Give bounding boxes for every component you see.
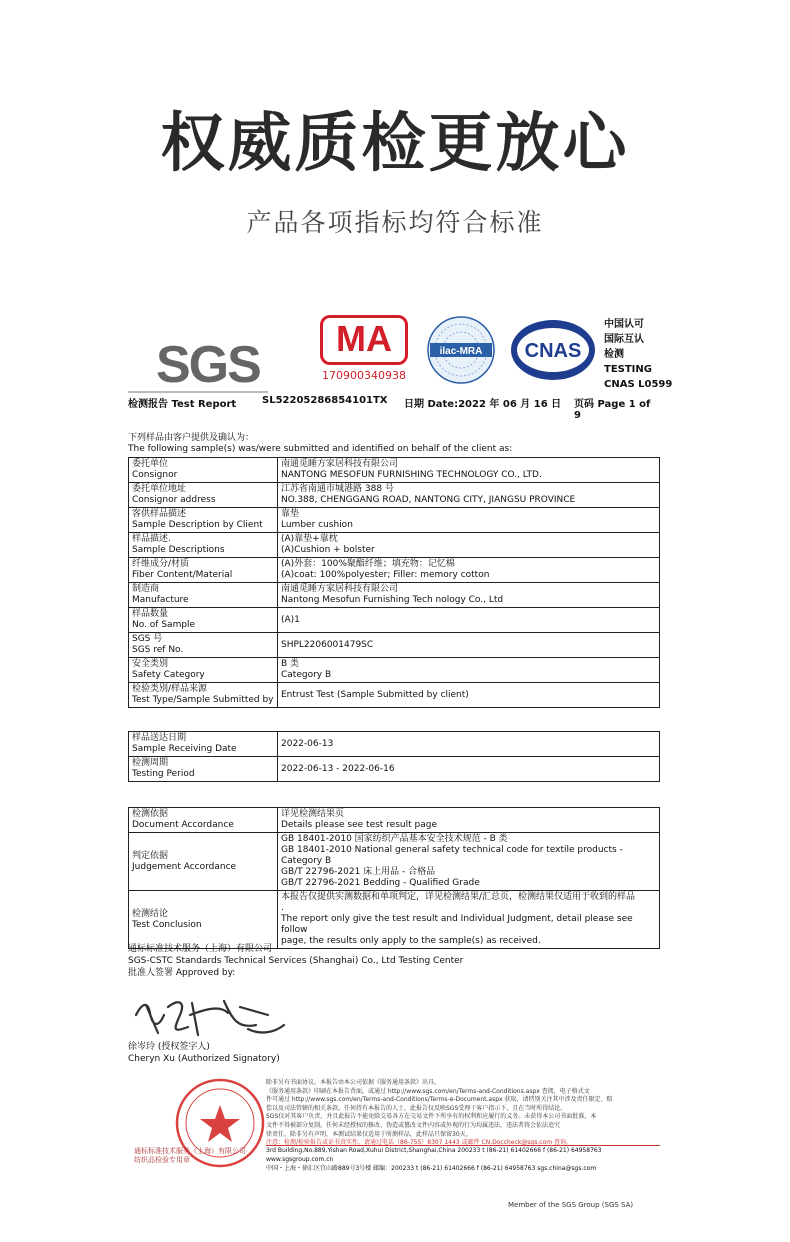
intro-cn: 下列样品由客户提供及确认为：	[128, 433, 255, 443]
cnas-side-line: 中国认可	[604, 319, 644, 330]
table-row	[129, 757, 660, 782]
accordance-table	[128, 807, 660, 949]
label-en: Sample Receiving Date	[132, 744, 237, 754]
value-line: NANTONG MESOFUN FURNISHING TECHNOLOGY CO., LTD.	[281, 470, 542, 480]
lab-address	[266, 1145, 660, 1173]
row-value	[278, 658, 660, 683]
lab-name-cn: 通标标准技术服务（上海）有限公司	[128, 944, 273, 954]
table-row	[129, 533, 660, 558]
value-line: GB 18401-2010 国家纺织产品基本安全技术规范 - B 类	[281, 834, 508, 844]
intro-en: The following sample(s) was/were submitted and identified on behalf of the client as:	[128, 444, 513, 454]
label-en: Safety Category	[132, 670, 205, 680]
ilac-logo-text: ilac-MRA	[439, 346, 483, 357]
label-cn: 客供样品描述	[132, 509, 187, 519]
sgs-logo-text: SGS	[156, 336, 260, 394]
table-row	[129, 808, 660, 833]
value-line: (A)靠垫+靠枕	[281, 534, 338, 544]
row-label	[129, 533, 278, 558]
row-value	[278, 833, 660, 891]
table-row	[129, 891, 660, 949]
value-line: 江苏省南通市城港路 388 号	[281, 484, 394, 494]
table-row	[129, 558, 660, 583]
cnas-accreditation-text	[604, 317, 674, 392]
value-line: page, the results only apply to the sample(s) as received.	[281, 936, 541, 946]
logo-row	[128, 315, 673, 395]
value-line: B 类	[281, 659, 300, 669]
signature-image	[128, 985, 288, 1043]
cnas-logo	[510, 317, 596, 383]
label-en: Testing Period	[132, 769, 195, 779]
table-row	[129, 732, 660, 757]
terms-fine-print	[266, 1079, 660, 1148]
table-row	[129, 633, 660, 658]
date-table	[128, 731, 660, 782]
fine-print-line: 《服务通用条款》印刷在本报告背面，或通过 http://www.sgs.com/en/Terms-and-Conditions.aspx 查阅，电子格式文	[266, 1087, 590, 1095]
table-row	[129, 483, 660, 508]
value-line: Details please see test result page	[281, 820, 437, 830]
label-cn: 制造商	[132, 584, 160, 594]
value-line: GB 18401-2010 National general safety technical code for textile products - Category B	[281, 845, 623, 866]
cnas-side-line: TESTING	[604, 364, 652, 375]
label-en: Fiber Content/Material	[132, 570, 233, 580]
table-row	[129, 458, 660, 483]
report-date: 日期 Date:2022 年 06 月 16 日	[404, 399, 562, 410]
row-value: 2022-06-13 - 2022-06-16	[278, 757, 660, 782]
value-line: .	[281, 903, 284, 913]
row-label	[129, 808, 278, 833]
signer-en: Cheryn Xu (Authorized Signatory)	[128, 1054, 280, 1064]
value-line: 详见检测结果页	[281, 809, 345, 819]
cnas-side-line: 国际互认	[604, 334, 644, 345]
label-en: Document Accordance	[132, 820, 234, 830]
row-value	[278, 891, 660, 949]
label-en: Consignor	[132, 470, 178, 480]
row-label	[129, 608, 278, 633]
table-row	[129, 508, 660, 533]
cma-number: 170900340938	[322, 369, 406, 382]
approved-by-label: 批准人签署 Approved by:	[128, 968, 236, 978]
sgs-member-note: Member of the SGS Group (SGS SA)	[508, 1201, 634, 1209]
row-label	[129, 683, 278, 708]
cnas-side-line: 检测	[604, 349, 624, 360]
report-label: 检测报告 Test Report	[128, 399, 237, 410]
value-line: GB/T 22796-2021 床上用品 - 合格品	[281, 867, 436, 877]
row-label	[129, 833, 278, 891]
fine-print-line: 律责任，除非另有声明，本测试结果仅适用于所测样品，此样品只保留30天。	[266, 1130, 472, 1138]
ilac-mra-logo	[426, 315, 496, 385]
report-header-row	[128, 395, 660, 421]
address-line: 3rd Building,No.889,Yishan Road,Xuhui District,Shanghai,China 200233 t (86-21) 61402666 f (86-21) 64958763 www.sgsgroup.com.cn	[266, 1147, 602, 1163]
page-title: 权威质检更放心	[160, 107, 630, 181]
row-value	[278, 558, 660, 583]
fine-print-line: 文件不得被部分复制。任何未经授权的修改、伪造或篡改文件内容或外观的行为均属违法，违法者将会依法追究	[266, 1121, 561, 1129]
label-cn: 样品送达日期	[132, 733, 187, 743]
sgs-logo	[128, 329, 268, 393]
label-cn: SGS 号	[132, 634, 163, 644]
label-en: Sample Descriptions	[132, 545, 225, 555]
row-label	[129, 583, 278, 608]
label-cn: 样品数量	[132, 609, 169, 619]
seal-caption-line: 纺织品检验专用章	[134, 1156, 190, 1164]
value-line: The report only give the test result and Individual Judgment, detail please see follow	[281, 914, 633, 935]
label-en: Consignor address	[132, 495, 216, 505]
signer-cn: 徐岑玲 (授权签字人)	[128, 1042, 210, 1052]
label-cn: 检测结论	[132, 908, 169, 919]
row-value: 2022-06-13	[278, 732, 660, 757]
fine-print-line: 除非另有书面协议，本报告由本公司依据《服务通用条款》出具，	[266, 1079, 441, 1086]
row-value	[278, 508, 660, 533]
label-en: No. of Sample	[132, 620, 196, 630]
row-value	[278, 608, 660, 633]
value-line: Entrust Test (Sample Submitted by client)	[281, 689, 469, 700]
row-value	[278, 633, 660, 658]
sample-info-table	[128, 457, 660, 708]
intro-text	[128, 433, 660, 455]
table-row	[129, 608, 660, 633]
label-cn: 安全类别	[132, 659, 169, 669]
label-cn: 纤维成分/材质	[132, 559, 190, 569]
address-line: 中国・上海・徐汇区宜山路889号3号楼 邮编：200233 t (86-21) 61402666 f (86-21) 64958763 sgs.china@sgs.com	[266, 1165, 597, 1172]
label-en: Sample Description by Client	[132, 520, 263, 530]
fine-print-line: 件可通过 http://www.sgs.com/en/Terms-and-Conditions/Terms-e-Document.aspx 获取，请特别关注其中涉及责任限定、赔	[266, 1096, 613, 1104]
value-line: SHPL2206001479SC	[281, 639, 374, 650]
label-cn: 检测依据	[132, 809, 169, 819]
report-page: 页码 Page 1 of 9	[574, 399, 651, 421]
report-number: SL52205286854101TX	[262, 395, 388, 406]
row-label	[129, 732, 278, 757]
table-row	[129, 583, 660, 608]
row-value	[278, 483, 660, 508]
row-value	[278, 683, 660, 708]
cma-logo-text: MA	[336, 318, 392, 359]
label-cn: 委托单位	[132, 459, 169, 469]
row-label	[129, 658, 278, 683]
lab-name-en: SGS-CSTC Standards Technical Services (Shanghai) Co., Ltd Testing Center	[128, 956, 464, 966]
row-value	[278, 583, 660, 608]
value-line: GB/T 22796-2021 Bedding - Qualified Grade	[281, 878, 480, 888]
page-subtitle: 产品各项指标均符合标准	[246, 208, 544, 237]
row-label	[129, 633, 278, 658]
signatory	[128, 1041, 660, 1065]
row-label	[129, 483, 278, 508]
label-cn: 判定依据	[132, 850, 169, 861]
seal-caption	[134, 1147, 254, 1165]
value-line: 靠垫	[281, 509, 300, 519]
row-value	[278, 458, 660, 483]
label-en: Judgement Accordance	[132, 861, 237, 872]
test-report-document	[128, 315, 673, 1215]
lab-info	[128, 943, 660, 979]
row-label	[129, 757, 278, 782]
label-cn: 样品描述.	[132, 534, 171, 544]
row-value	[278, 533, 660, 558]
value-line: Lumber cushion	[281, 520, 353, 530]
label-cn: 检验类别/样品来源	[132, 684, 208, 694]
cnas-logo-text: CNAS	[524, 340, 582, 362]
row-value	[278, 808, 660, 833]
table-row	[129, 833, 660, 891]
value-line: (A)coat: 100%polyester; Filler: memory cotton	[281, 570, 490, 580]
value-line: NO.388, CHENGGANG ROAD, NANTONG CITY, JIANGSU PROVINCE	[281, 495, 576, 505]
label-cn: 检测周期	[132, 758, 169, 768]
value-line: Category B	[281, 670, 332, 680]
seal-caption-line: 通标标准技术服务（上海）有限公司	[134, 1147, 246, 1155]
verification-notice: 注意：检测/检验报告或证书真实性，请通过电话（86-755）8307 1443 或邮件 CN.Doccheck@sgs.com 查询。	[266, 1139, 572, 1147]
value-line: (A)1	[281, 614, 300, 625]
value-line: 本报告仅提供实测数据和单项判定，详见检测结果/汇总页，检测结果仅适用于收到的样品	[281, 892, 636, 902]
label-en: Test Conclusion	[132, 919, 202, 930]
cnas-side-line: CNAS L0599	[604, 379, 673, 390]
row-label	[129, 508, 278, 533]
label-en: Test Type/Sample Submitted by	[132, 695, 274, 705]
fine-print-line: 偿以及司法管辖的相关条款。任何持有本报告的人士，此报告仅反映SGS受理于客户指示下，且在当时所得结论。	[266, 1104, 567, 1112]
value-line: 南通觅睡方家居科技有限公司	[281, 459, 399, 469]
row-label	[129, 558, 278, 583]
table-row	[129, 658, 660, 683]
value-line: 南通觅睡方家居科技有限公司	[281, 584, 399, 594]
row-label	[129, 891, 278, 949]
row-label	[129, 458, 278, 483]
label-cn: 委托单位地址	[132, 484, 187, 494]
label-en: Manufacture	[132, 595, 189, 605]
value-line: Nantong Mesofun Furnishing Tech nology Co., Ltd	[281, 595, 504, 605]
value-line: (A)外套：100%聚酯纤维；填充物：记忆棉	[281, 559, 455, 569]
table-row	[129, 683, 660, 708]
value-line: (A)Cushion + bolster	[281, 545, 375, 555]
label-en: SGS ref No.	[132, 645, 184, 655]
fine-print-line: SGS仅对其客户负责，并且此报告不能免除交易各方在交易文件下所享有的权利和应履行的义务。未获得本公司书面批准，本	[266, 1113, 597, 1121]
cma-logo	[320, 315, 408, 385]
